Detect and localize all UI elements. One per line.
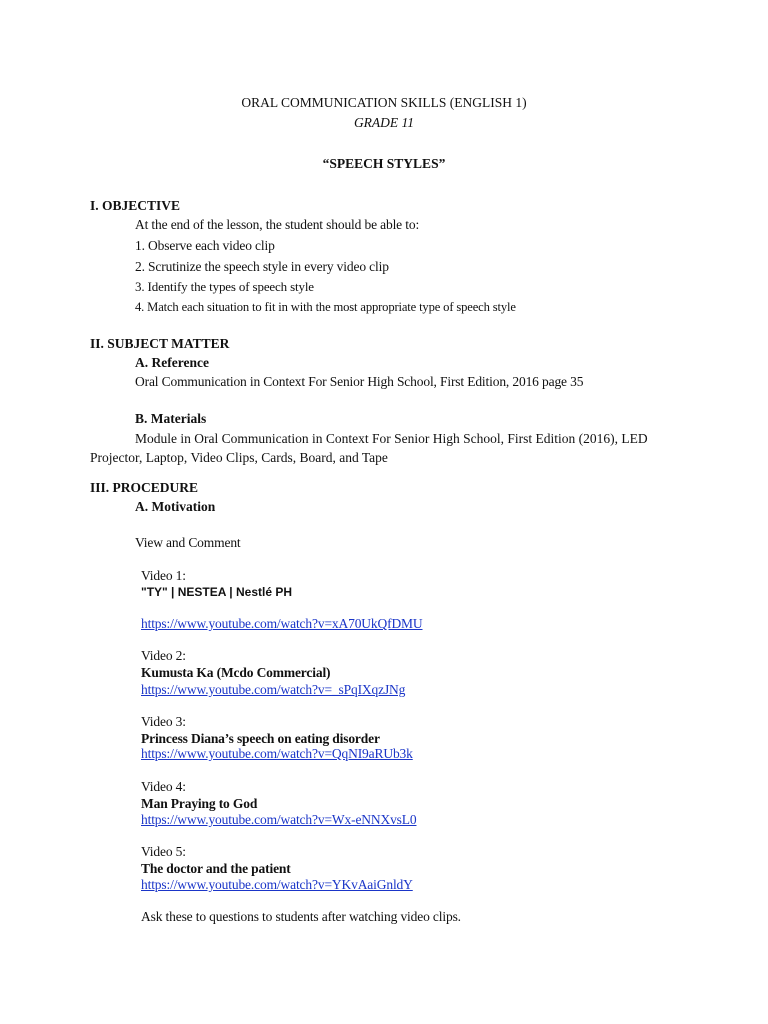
video-link[interactable]: https://www.youtube.com/watch?v=_sPqIXqzJNg	[141, 682, 406, 697]
procedure-heading: III. PROCEDURE	[90, 480, 199, 495]
video-label: Video 4:	[141, 779, 186, 794]
video-title: Princess Diana’s speech on eating disorder	[141, 731, 380, 746]
activity-label: View and Comment	[135, 535, 241, 550]
objective-item: 4. Match each situation to fit in with the most appropriate type of speech style	[135, 300, 516, 314]
objective-item: 3. Identify the types of speech style	[135, 279, 314, 294]
objective-intro: At the end of the lesson, the student should be able to:	[135, 217, 420, 232]
course-title: ORAL COMMUNICATION SKILLS (ENGLISH 1)	[241, 95, 527, 110]
video-link[interactable]: https://www.youtube.com/watch?v=xA70UkQfDMU	[141, 616, 423, 631]
video-link[interactable]: https://www.youtube.com/watch?v=Wx-eNNXvsL0	[141, 812, 417, 827]
materials-heading: B. Materials	[135, 411, 207, 426]
video-title: The doctor and the patient	[141, 861, 291, 876]
reference-heading: A. Reference	[135, 355, 209, 370]
closing-instruction: Ask these to questions to students after watching video clips.	[141, 909, 461, 924]
subject-matter-heading: II. SUBJECT MATTER	[90, 336, 230, 351]
video-label: Video 3:	[141, 714, 186, 729]
video-title: "TY" | NESTEA | Nestlé PH	[141, 585, 293, 599]
video-label: Video 2:	[141, 648, 186, 663]
objective-item: 2. Scrutinize the speech style in every video clip	[135, 259, 389, 274]
grade-label: GRADE 11	[353, 115, 415, 130]
motivation-heading: A. Motivation	[135, 499, 216, 514]
video-title: Man Praying to God	[141, 796, 258, 811]
video-link[interactable]: https://www.youtube.com/watch?v=QqNI9aRUb3k	[141, 746, 413, 761]
video-link[interactable]: https://www.youtube.com/watch?v=YKvAaiGnldY	[141, 877, 413, 892]
materials-text: Module in Oral Communication in Context For Senior High School, First Edition (2016), LED Projector, Laptop, Video Clips, Cards, Board, and Tape	[90, 431, 648, 465]
video-title: Kumusta Ka (Mcdo Commercial)	[141, 665, 331, 680]
video-label: Video 1:	[141, 568, 186, 583]
objective-item: 1. Observe each video clip	[135, 238, 275, 253]
reference-text: Oral Communication in Context For Senior High School, First Edition, 2016 page 35	[135, 374, 584, 389]
video-label: Video 5:	[141, 844, 186, 859]
topic-title: “SPEECH STYLES”	[322, 156, 446, 171]
objective-heading: I. OBJECTIVE	[90, 198, 181, 213]
